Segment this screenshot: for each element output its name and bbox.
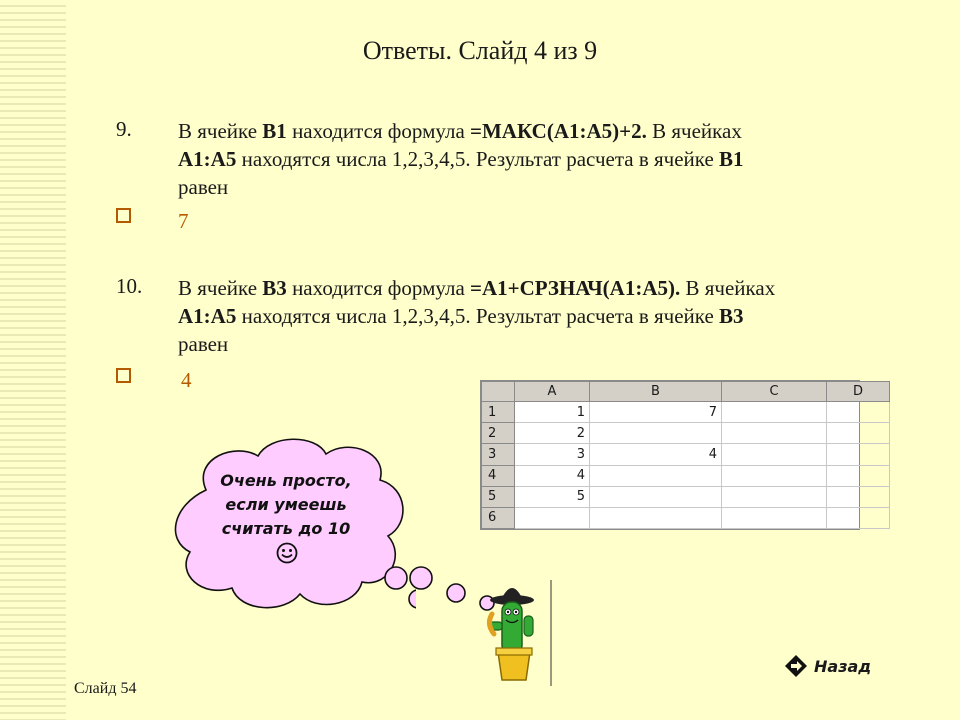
cell-a3[interactable]: 3 — [515, 444, 590, 465]
column-header-row — [482, 382, 890, 402]
row-header[interactable]: 3 — [482, 444, 515, 465]
row-header[interactable]: 5 — [482, 486, 515, 507]
row-header[interactable]: 6 — [482, 507, 515, 528]
answer-10: 4 — [181, 368, 192, 392]
cell-c2[interactable] — [722, 423, 827, 444]
cell-d2[interactable] — [827, 423, 890, 444]
cell-c6[interactable] — [722, 507, 827, 528]
table-row — [482, 444, 890, 465]
cell-a2[interactable]: 2 — [515, 423, 590, 444]
cell-a1[interactable]: 1 — [515, 402, 590, 423]
table-row — [482, 423, 890, 444]
cell-c1[interactable] — [722, 402, 827, 423]
smiley-icon — [276, 542, 298, 564]
table-row — [482, 486, 890, 507]
cloud-text — [196, 469, 376, 541]
cell-d6[interactable] — [827, 507, 890, 528]
cell-a6[interactable] — [515, 507, 590, 528]
cell-d4[interactable] — [827, 465, 890, 486]
cell-c3[interactable] — [722, 444, 827, 465]
cell-d3[interactable] — [827, 444, 890, 465]
square-bullet-icon — [116, 208, 131, 223]
question-9-text: В ячейке B1 находится формула =МАКС(A1:A5)+2. В ячейках A1:A5 находятся числа 1,2,3,4,5. Результат расчета в ячейке B1 равен — [178, 119, 744, 199]
column-header-d[interactable]: D — [827, 382, 890, 402]
arrow-icon — [784, 654, 808, 678]
table-row — [482, 402, 890, 423]
cloud-line-3: считать до 10 — [221, 519, 351, 538]
cloud-line-1: Очень просто, — [220, 471, 352, 490]
column-header-b[interactable]: B — [590, 382, 722, 402]
back-button[interactable] — [784, 654, 871, 678]
slide-number: Слайд 54 — [74, 680, 137, 697]
decorative-stripes — [0, 0, 66, 720]
square-bullet-icon — [116, 368, 131, 383]
corner-cell — [482, 382, 515, 402]
cell-a4[interactable]: 4 — [515, 465, 590, 486]
cell-a5[interactable]: 5 — [515, 486, 590, 507]
cell-c4[interactable] — [722, 465, 827, 486]
column-header-a[interactable]: A — [515, 382, 590, 402]
table-row — [482, 507, 890, 528]
answer-9: 7 — [178, 209, 189, 233]
cell-b2[interactable] — [590, 423, 722, 444]
cloud-line-2: если умеешь — [225, 495, 347, 514]
cell-c5[interactable] — [722, 486, 827, 507]
cell-b3[interactable]: 4 — [590, 444, 722, 465]
cell-d1[interactable] — [827, 402, 890, 423]
row-header[interactable]: 1 — [482, 402, 515, 423]
spreadsheet — [480, 380, 863, 530]
row-header[interactable]: 4 — [482, 465, 515, 486]
back-label: Назад — [814, 656, 872, 676]
question-10-text: В ячейке B3 находится формула =A1+СРЗНАЧ(A1:A5). В ячейках A1:A5 находятся числа 1,2,3,4,5. Результат расчета в ячейке B3 равен — [178, 276, 776, 356]
cell-b1[interactable]: 7 — [590, 402, 722, 423]
column-header-c[interactable]: C — [722, 382, 827, 402]
question-9-number: 9. — [116, 117, 132, 141]
cell-b4[interactable] — [590, 465, 722, 486]
table-row — [482, 465, 890, 486]
question-10-number: 10. — [116, 274, 143, 298]
cactus-illustration — [478, 576, 558, 688]
cell-b6[interactable] — [590, 507, 722, 528]
page-title: Ответы. Слайд 4 из 9 — [362, 36, 598, 65]
cell-b5[interactable] — [590, 486, 722, 507]
cell-d5[interactable] — [827, 486, 890, 507]
row-header[interactable]: 2 — [482, 423, 515, 444]
